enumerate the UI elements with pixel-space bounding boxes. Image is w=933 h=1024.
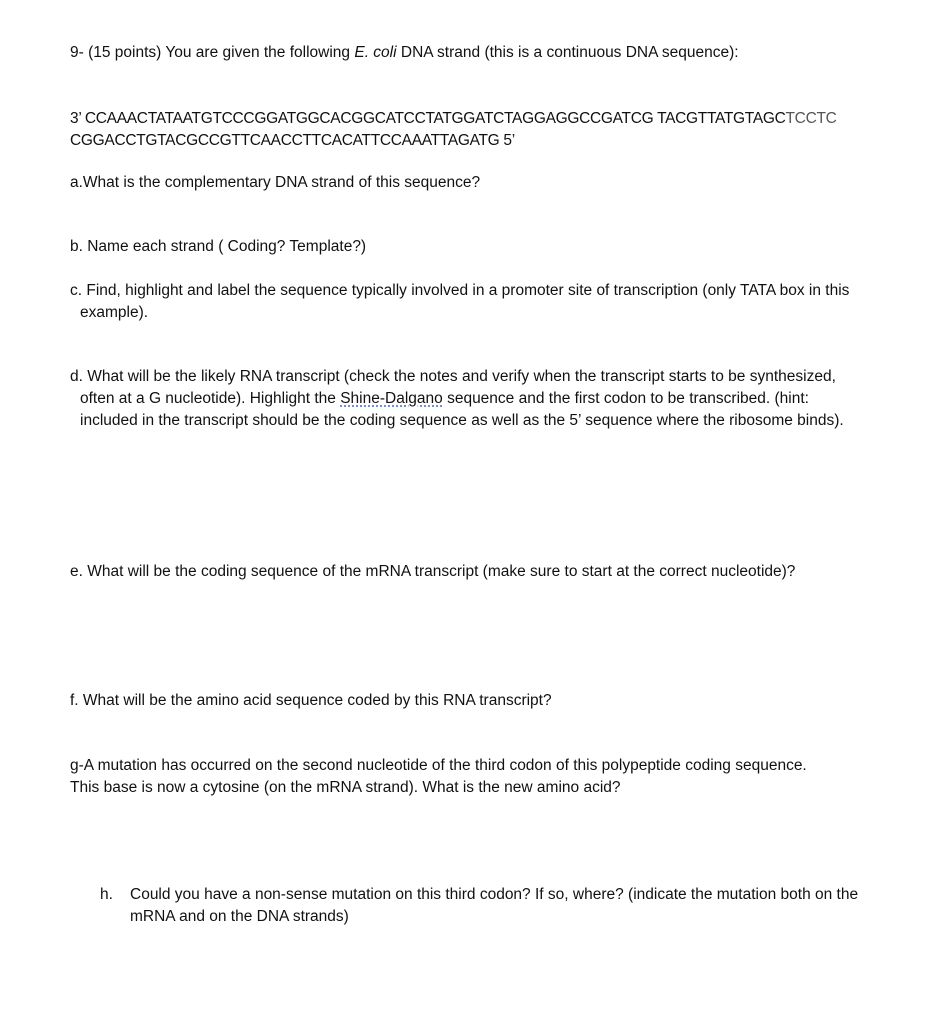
- question-h: [100, 884, 890, 928]
- header-prefix: 9- (15 points) You are given the following: [70, 44, 355, 61]
- shine-dalgano-term: Shine-Dalgano: [340, 390, 443, 407]
- question-header: [70, 42, 910, 64]
- question-h-number: h.: [100, 886, 113, 903]
- question-f: f. What will be the amino acid sequence coded by this RNA transcript?: [70, 692, 552, 709]
- question-d: [70, 366, 860, 432]
- question-c: c. Find, highlight and label the sequence typically involved in a promoter site of transcription (only TATA box in this example).: [70, 282, 850, 321]
- question-h-text: Could you have a non-sense mutation on this third codon? If so, where? (indicate the mutation both on the mRNA and on the DNA strands): [130, 886, 859, 925]
- question-d-after: sequence and the first codon to be transcribed. (hint: included in the transcript should be the coding sequence as well as the 5’ sequence where the ribosome binds).: [80, 390, 844, 429]
- dna-sequence: [70, 108, 910, 152]
- question-b: b. Name each strand ( Coding? Template?): [70, 238, 367, 255]
- dna-line-1-main: 3’ CCAAACTATAATGTCCCGGATGGCACGGCATCCTATGGATCTAGGAGGCCGATCG TACGTTATGTAGC: [70, 110, 786, 127]
- dna-sequence-line-2: CGGACCTGTACGCCGTTCAACCTTCACATTCCAAATTAGATG 5’: [70, 132, 515, 149]
- question-d-before: d. What will be the likely RNA transcript (check the notes and verify when the transcript starts to be synthesized, often at a G nucleotide). Highlight the: [70, 368, 836, 407]
- question-e: e. What will be the coding sequence of the mRNA transcript (make sure to start at the correct nucleotide)?: [70, 563, 796, 580]
- question-g: g-A mutation has occurred on the second nucleotide of the third codon of this polypeptide coding sequence. This base is now a cytosine (on the mRNA strand). What is the new amino acid?: [70, 757, 807, 796]
- header-suffix: DNA strand (this is a continuous DNA sequence):: [396, 44, 739, 61]
- question-a: a.What is the complementary DNA strand of this sequence?: [70, 174, 481, 191]
- dna-sequence-line-1: [70, 108, 910, 130]
- species-name: E. coli: [354, 44, 397, 61]
- dna-line-1-tail: TCCTC: [785, 110, 837, 127]
